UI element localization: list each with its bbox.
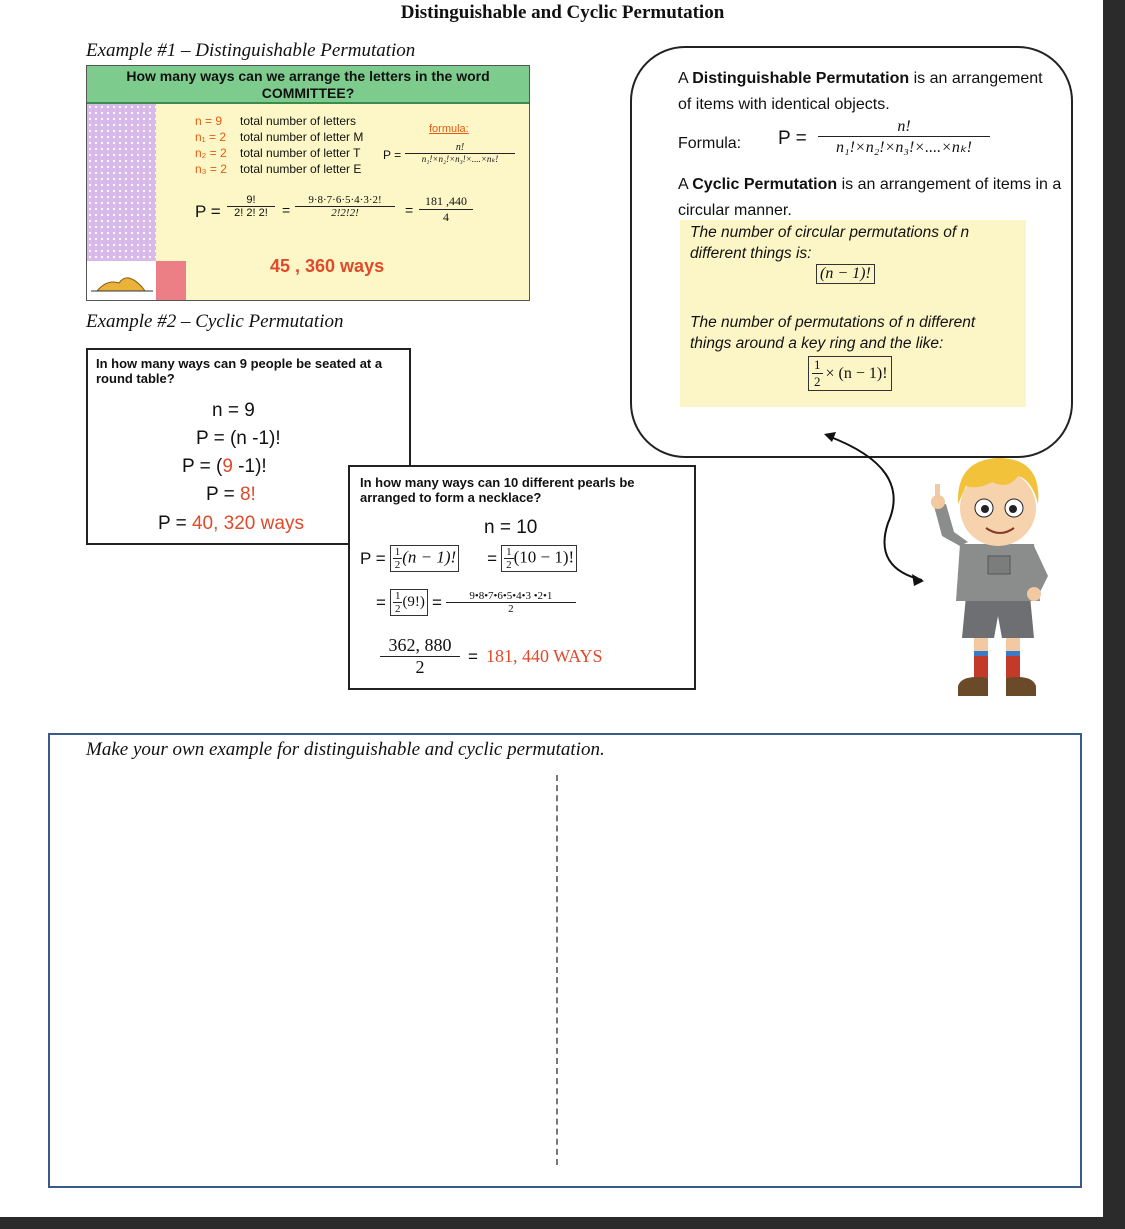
example1-question: How many ways can we arrange the letters in the word COMMITTEE?: [87, 66, 529, 104]
var-row: [195, 114, 356, 128]
own-example-prompt: Make your own example for distinguishable and cyclic permutation.: [86, 739, 605, 760]
formula-lhs: P =: [778, 128, 807, 149]
formula-denominator: n₁!×n₂!×n₃!×....×nₖ!: [421, 154, 499, 164]
var-name: n₁ = 2: [195, 130, 227, 144]
var-row: [195, 146, 361, 160]
example3-row3: [380, 635, 602, 678]
formula-fraction: [818, 118, 990, 157]
keyring-text: The number of permutations of n different things around a key ring and the like:: [690, 314, 976, 352]
example3-question: In how many ways can 10 different pearls be arranged to form a necklace?: [360, 475, 635, 505]
circular-text: The number of circular permutations of n different things is:: [690, 224, 970, 262]
text-part: A: [678, 70, 693, 87]
example2-line: [206, 484, 256, 506]
calc-num: 9·8·7·6·5·4·3·2!: [295, 194, 395, 207]
example3-row2: [376, 589, 576, 616]
calc-fraction-1: [227, 194, 275, 219]
highlight-value: 8!: [239, 484, 256, 505]
var-name: n₂ = 2: [195, 146, 227, 160]
calc-den: 4: [443, 210, 449, 224]
var-desc: total number of letter E: [240, 162, 362, 176]
formula-highlight: [680, 220, 1026, 407]
equals-sign: =: [431, 592, 442, 612]
text-part: -1)!: [232, 456, 267, 477]
formula-numerator: n!: [405, 142, 515, 154]
equals-sign: =: [468, 646, 478, 666]
formula-lhs: P =: [383, 148, 402, 162]
example1-label: Example #1 – Distinguishable Permutation: [86, 40, 416, 61]
boxed-expr: [390, 545, 459, 572]
half-den: 2: [394, 603, 401, 615]
equals-sign: =: [405, 202, 414, 218]
var-desc: total number of letter T: [240, 146, 361, 160]
calc-fraction-2: [295, 194, 395, 219]
var-name: n = 9: [195, 114, 223, 128]
formula-label: Formula:: [678, 135, 742, 152]
example2-line: P = (n -1)!: [196, 428, 281, 449]
var-desc: total number of letter M: [240, 130, 364, 144]
equals-sign: =: [282, 202, 291, 218]
example3-n: n = 10: [484, 517, 538, 538]
definitions-panel: [630, 46, 1073, 458]
boxed-expr: [390, 589, 428, 616]
decorative-pattern: [87, 104, 156, 261]
term: Distinguishable Permutation: [692, 70, 910, 87]
text-part: P =: [158, 513, 192, 534]
text-part: is an arrangement of items in a circular manner.: [678, 176, 1062, 219]
example2-answer: [158, 513, 304, 535]
dp-definition: [678, 66, 1048, 118]
half-den: 2: [506, 559, 512, 571]
text-part: is an arrangement of items with identical objects.: [678, 70, 1043, 113]
product-den: 2: [508, 603, 514, 615]
calc-lhs: P =: [195, 202, 221, 221]
term: Cyclic Permutation: [692, 176, 838, 193]
text-part: A: [678, 176, 693, 193]
dashed-divider: [556, 775, 558, 1165]
half-num: 1: [814, 357, 821, 372]
text-part: P =: [206, 484, 240, 505]
p-lhs: P =: [360, 548, 386, 568]
example2-line: [182, 456, 267, 478]
example3-box: [348, 465, 696, 690]
half-num: 1: [394, 546, 401, 558]
calc-num: 181 ,440: [419, 194, 473, 210]
formula-label: formula:: [429, 123, 469, 135]
example1-slide: [86, 65, 530, 301]
cp-definition: [678, 172, 1068, 224]
highlight-value: 40, 320 ways: [191, 513, 304, 534]
half-den: 2: [814, 374, 821, 389]
boy-character-icon: [922, 446, 1062, 708]
var-row: [195, 162, 361, 176]
text-part: P = (: [182, 456, 223, 477]
formula-numerator: n!: [818, 118, 990, 137]
equals-sign: =: [376, 592, 386, 612]
formula-fraction: [405, 142, 515, 165]
landscape-icon: [87, 261, 156, 300]
slide-footer-image: [87, 261, 156, 300]
calc-fraction-3: [419, 194, 473, 225]
example2-question: In how many ways can 9 people be seated at a round table?: [96, 356, 383, 386]
expr: × (n − 1)!: [825, 364, 888, 382]
equals-sign: =: [487, 548, 498, 568]
half-num: 1: [506, 546, 512, 558]
decorative-block: [156, 261, 186, 300]
own-example-box[interactable]: [48, 733, 1082, 1188]
example2-label: Example #2 – Cyclic Permutation: [86, 311, 344, 332]
formula-denominator: n₁!×n₂!×n₃!×....×nₖ!: [836, 139, 972, 156]
calc-den: 2!2!2!: [331, 207, 359, 219]
half-den: 2: [394, 559, 401, 571]
var-name: n₃ = 2: [195, 162, 227, 176]
half-num: 1: [394, 590, 401, 602]
calc-den: 2! 2! 2!: [234, 207, 268, 219]
expr: (9!): [402, 593, 425, 610]
highlight-value: 9: [222, 456, 233, 477]
expr: (n − 1)!: [402, 547, 457, 567]
calc-num: 9!: [227, 194, 275, 207]
example3-row1: [360, 545, 577, 572]
product-num: 9•8•7•6•5•4•3 •2•1: [446, 590, 576, 603]
example3-answer: 181, 440 WAYS: [485, 646, 603, 666]
page-title: Distinguishable and Cyclic Permutation: [400, 2, 725, 23]
example2-line: n = 9: [212, 400, 255, 421]
keyring-formula: [808, 356, 892, 391]
var-desc: total number of letters: [240, 114, 357, 128]
fraction-num: 362, 880: [380, 635, 460, 657]
boxed-expr: [501, 545, 577, 572]
circular-formula: (n − 1)!: [816, 264, 875, 284]
expr: (10 − 1)!: [513, 547, 575, 567]
var-row: [195, 130, 363, 144]
example1-answer: 45 , 360 ways: [270, 256, 385, 276]
fraction-den: 2: [415, 657, 425, 677]
